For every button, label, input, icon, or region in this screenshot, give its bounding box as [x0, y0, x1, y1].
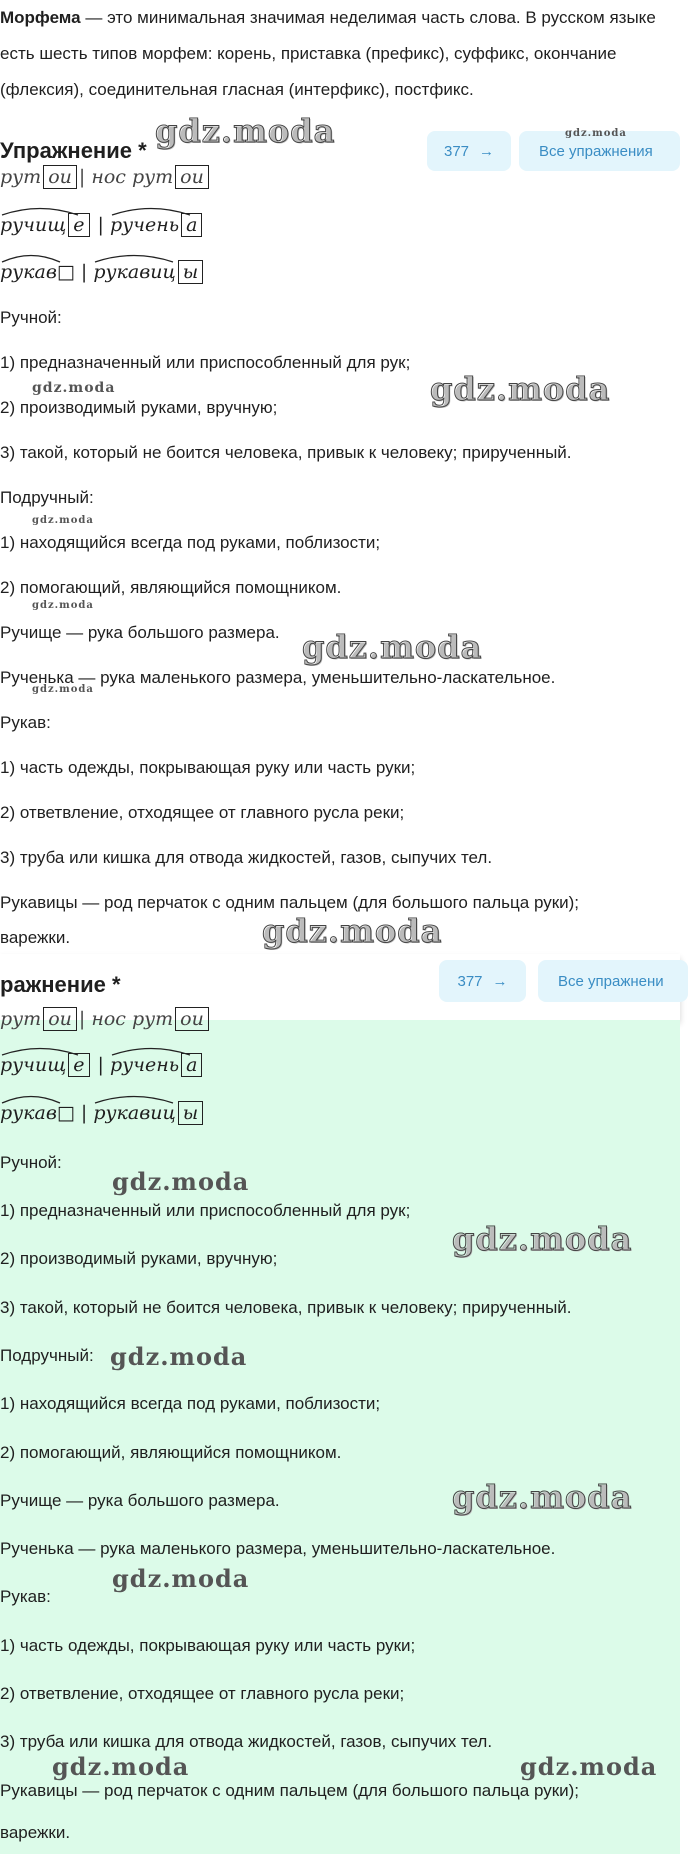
watermark: gdz.moda: [565, 128, 627, 139]
watermark: gdz.moda: [452, 1478, 633, 1516]
line-rukav-2: 2) ответвление, отходящее от главного русла реки;: [0, 1684, 405, 1703]
intro-paragraph: [0, 0, 680, 108]
watermark: gdz.moda: [32, 515, 94, 526]
line-rukav: Рукав:: [0, 1587, 51, 1606]
line-ruchnoy-1: 1) предназначенный или приспособленный для рук;: [0, 353, 411, 372]
exercise-number-button-sticky[interactable]: [439, 960, 526, 1002]
answer-panel: [0, 1020, 680, 1854]
arrow-right-icon: →: [479, 142, 495, 160]
watermark: gdz.moda: [262, 912, 443, 950]
morpheme-row-clipped: рут ои | нос рут ои: [0, 176, 211, 190]
intro-text: — это минимальная значимая неделимая часть слова. В русском языке есть шесть типов морфем: корень, приставка (префикс), суффикс, окончание (флексия), соединительная гласная (интерфикс), постфикс.: [0, 8, 656, 99]
morpheme-row-1: ручищ е | ручень а: [0, 214, 204, 236]
line-ruchnoy-2: 2) производимый руками, вручную;: [0, 398, 278, 417]
morpheme-row-2: рукав□ | рукавиц ы: [0, 261, 205, 283]
line-varezhki: варежки.: [0, 1823, 71, 1842]
exercise-number-sticky: 377: [457, 972, 483, 990]
watermark: gdz.moda: [112, 1564, 250, 1593]
line-rukav-3: 3) труба или кишка для отвода жидкостей, газов, сыпучих тел.: [0, 1732, 493, 1751]
line-podruchny-1: 1) находящийся всегда под руками, поблизости;: [0, 1394, 381, 1413]
all-exercises-label-sticky: Все упражнени: [558, 972, 664, 990]
watermark: gdz.moda: [32, 600, 94, 611]
line-podruchny-2: 2) помогающий, являющийся помощником.: [0, 578, 342, 597]
intro-term: Морфема: [0, 8, 81, 27]
line-ruchnoy-2: 2) производимый руками, вручную;: [0, 1249, 278, 1268]
line-rukav-2: 2) ответвление, отходящее от главного русла реки;: [0, 803, 405, 822]
line-rukav-1: 1) часть одежды, покрывающая руку или часть руки;: [0, 758, 416, 777]
all-exercises-button-sticky[interactable]: [538, 960, 688, 1002]
line-ruchnoy-3: 3) такой, который не боится человека, привык к человеку; прирученный.: [0, 443, 572, 462]
exercise-number: 377: [443, 142, 470, 160]
exercise-number-button[interactable]: [427, 131, 511, 171]
morpheme-row-2-copy: рукав□ | рукавиц ы: [0, 1102, 205, 1124]
watermark: gdz.moda: [520, 1752, 658, 1781]
morpheme-row-1-copy: ручищ е | ручень а: [0, 1054, 204, 1076]
line-ruchische: Ручище — рука большого размера.: [0, 1491, 280, 1510]
arrow-right-icon: →: [492, 972, 508, 990]
line-ruchenka: Рученька — рука маленького размера, уменьшительно-ласкательное.: [0, 668, 556, 687]
line-podruchny: Подручный:: [0, 1346, 94, 1365]
line-rukav: Рукав:: [0, 713, 51, 732]
watermark: gdz.moda: [155, 112, 336, 150]
line-rukav-1: 1) часть одежды, покрывающая руку или часть руки;: [0, 1636, 416, 1655]
morpheme-row-clipped-2: рут ои | нос рут ои: [0, 1020, 211, 1032]
line-ruchische: Ручище — рука большого размера.: [0, 623, 280, 642]
line-ruchnoy: Ручной:: [0, 1153, 62, 1172]
exercise-title: Упражнение *: [0, 138, 147, 163]
line-ruchnoy-1: 1) предназначенный или приспособленный для рук;: [0, 1201, 411, 1220]
watermark: gdz.moda: [32, 380, 116, 396]
line-podruchny: Подручный:: [0, 488, 94, 507]
line-rukavitsy: Рукавицы — род перчаток с одним пальцем (для большого пальца руки);: [0, 893, 580, 912]
exercise-title-sticky: ражнение *: [0, 972, 121, 997]
line-podruchny-2: 2) помогающий, являющийся помощником.: [0, 1443, 342, 1462]
line-ruchnoy-3: 3) такой, который не боится человека, привык к человеку; прирученный.: [0, 1298, 572, 1317]
watermark: gdz.moda: [302, 628, 483, 666]
watermark: gdz.moda: [110, 1342, 248, 1371]
line-rukav-3: 3) труба или кишка для отвода жидкостей, газов, сыпучих тел.: [0, 848, 493, 867]
watermark: gdz.moda: [112, 1167, 250, 1196]
line-rukavitsy: Рукавицы — род перчаток с одним пальцем (для большого пальца руки);: [0, 1781, 580, 1800]
line-podruchny-1: 1) находящийся всегда под руками, поблизости;: [0, 533, 381, 552]
line-ruchnoy: Ручной:: [0, 308, 62, 327]
line-ruchenka: Рученька — рука маленького размера, уменьшительно-ласкательное.: [0, 1539, 556, 1558]
line-varezhki: варежки.: [0, 928, 71, 947]
watermark: gdz.moda: [52, 1752, 190, 1781]
watermark: gdz.moda: [430, 370, 611, 408]
watermark: gdz.moda: [452, 1220, 633, 1258]
all-exercises-label: Все упражнения: [539, 142, 653, 160]
watermark: gdz.moda: [32, 684, 94, 695]
